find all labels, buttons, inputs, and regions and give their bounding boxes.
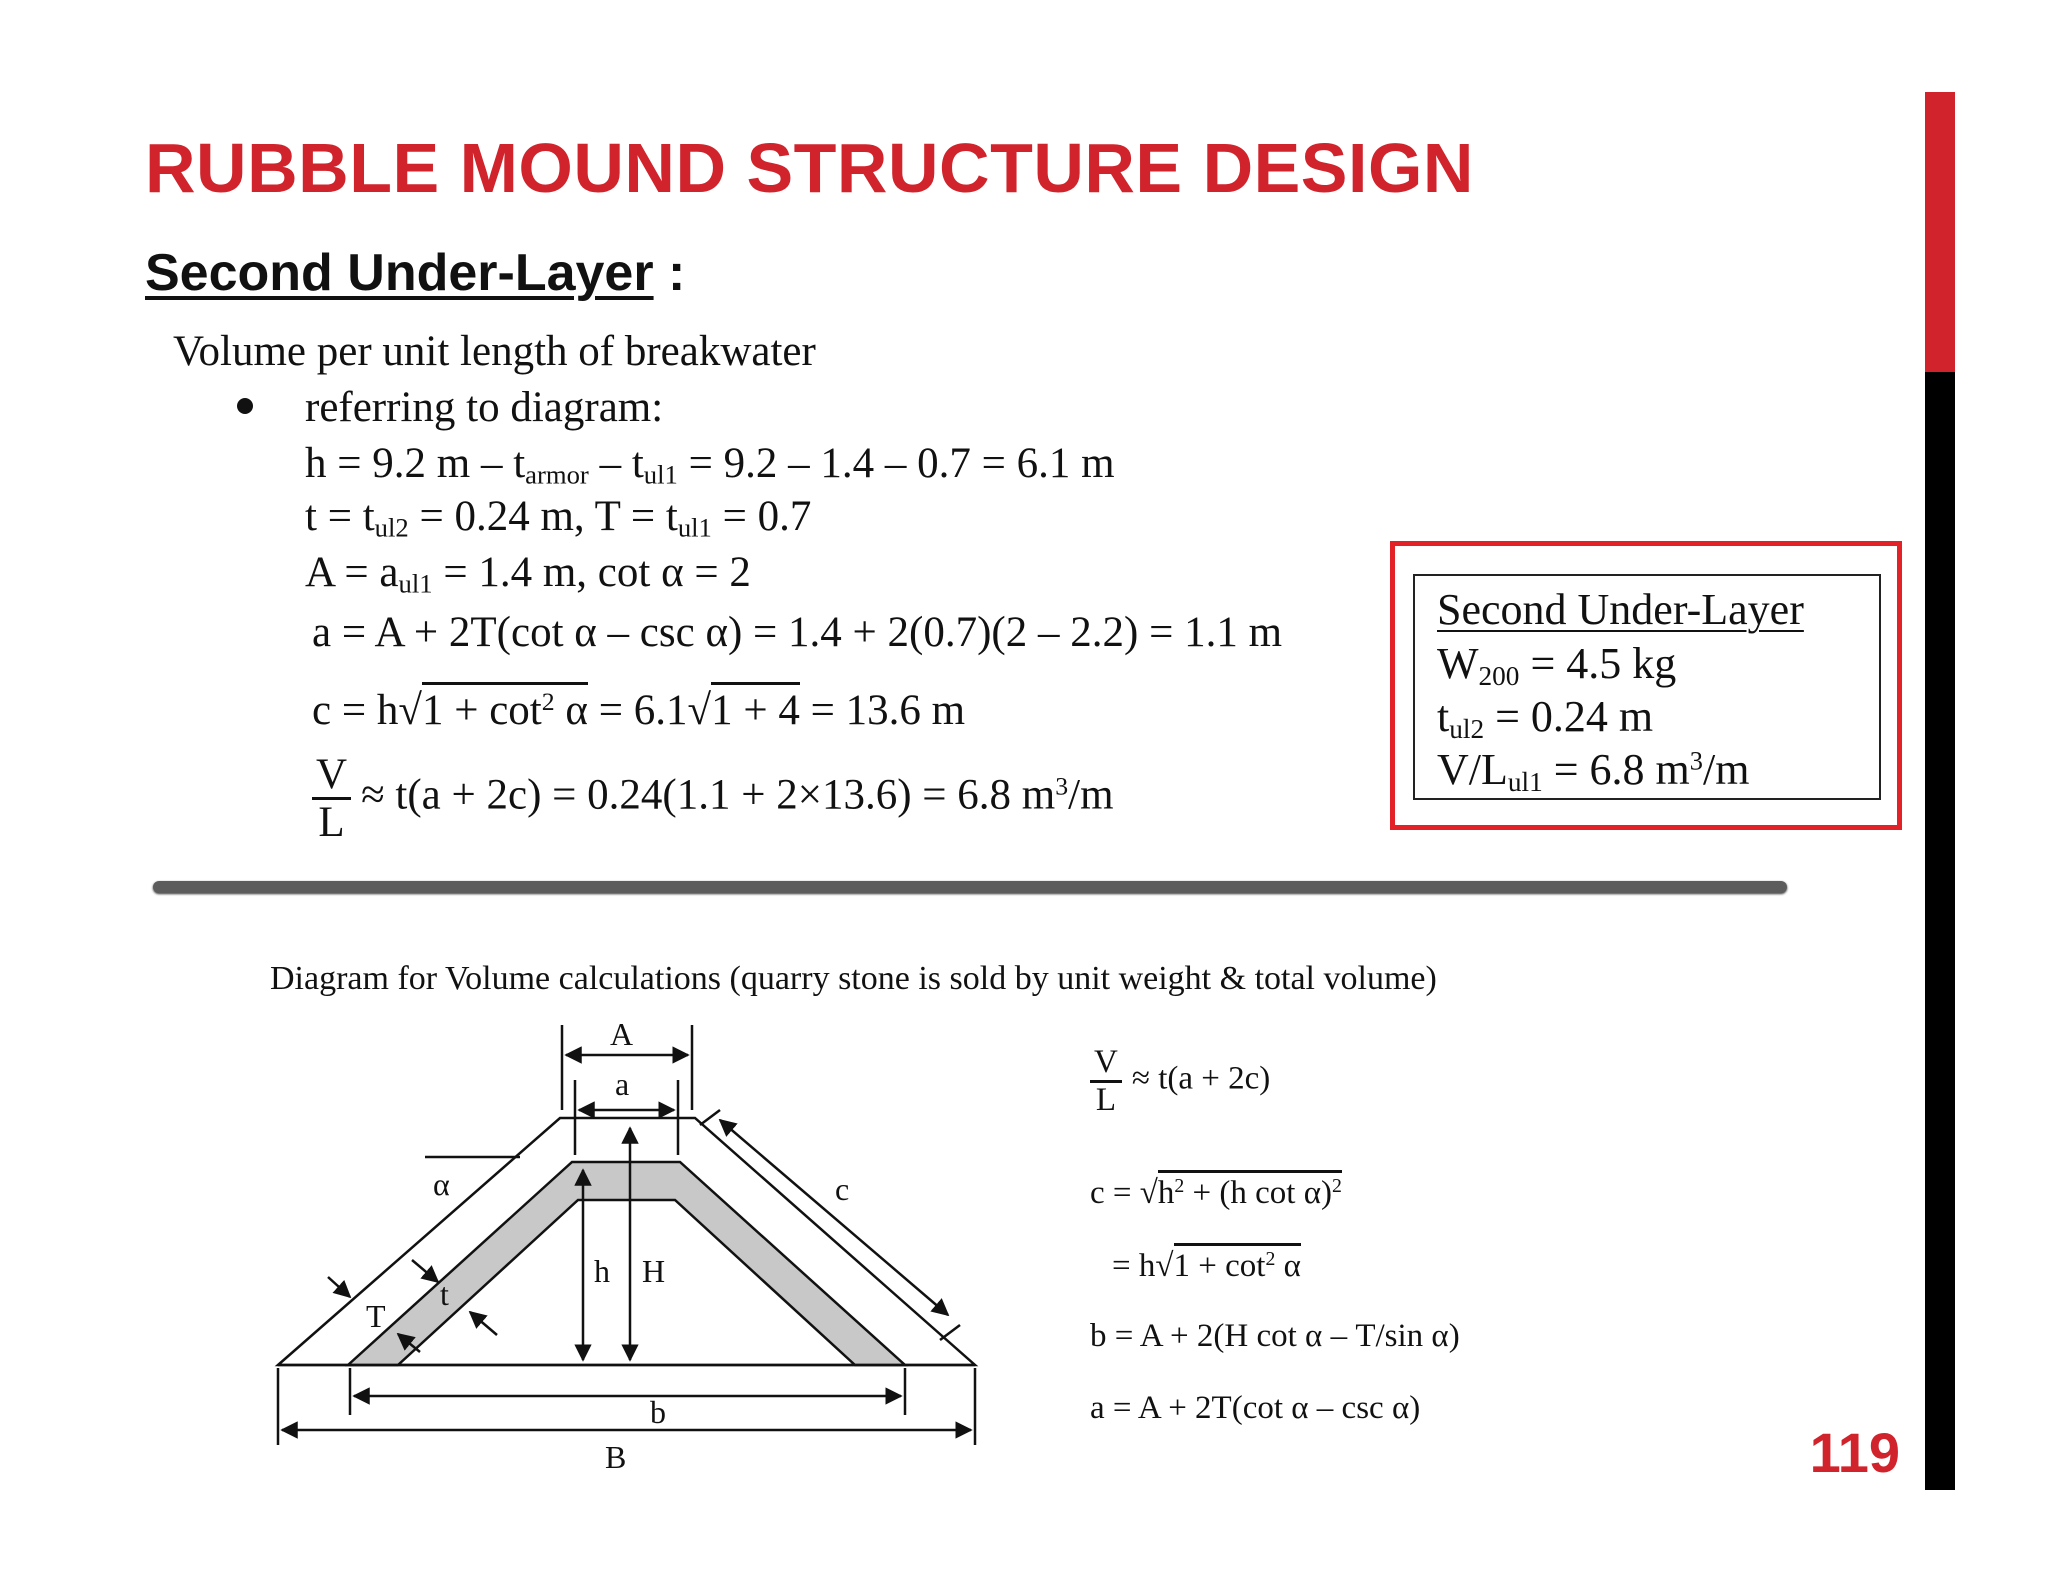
calc-t-line: $t = t_{ul2} = 0.24$ m, $T = t_{ul1} = 0.7$ [305,493,812,543]
summary-volume: $V/L_{ul1} = 6.8$ $m^3/m$ [1437,745,1750,797]
diagram-eq-c1: $c = √h^2 + (h$ cot α)$^2$ [1090,1175,1342,1212]
calc-c-line: $c = h√1 + \cot^2 \alpha = 6.1√1 + 4 = 13.6$ m [312,689,965,732]
calc-bullet-text: referring to diagram: [305,384,664,431]
label-H: H [642,1253,666,1289]
label-h: h [594,1253,610,1289]
page-number: 119 [1809,1421,1900,1484]
label-a: a [615,1066,630,1102]
vl-fraction: $\frac{V}{L}$ [312,752,351,845]
label-t: t [440,1276,449,1312]
label-A: A [610,1016,634,1052]
label-alpha: α [433,1166,450,1202]
summary-title: Second Under-Layer [1437,585,1804,634]
calc-A-line: $A = a_{ul1} = 1.4$ m, cot α = 2 [305,549,751,599]
diagram-vl-fraction: $\frac{V}{L}$ [1090,1045,1122,1117]
calc-intro: Volume per unit length of breakwater [173,328,816,375]
label-b: b [650,1394,666,1430]
diagram-eq-b: b = A + 2(H cot α – T/sin α) [1090,1318,1460,1354]
section-heading-colon: : [653,244,686,302]
summary-weight: $W_{200} = 4.5$ kg [1437,639,1677,691]
diagram-eq-c2: = $h√1 + \cot^2 \alpha$ [1112,1248,1301,1285]
diagram-eq-vl: $\frac{V}{L}$ ≈ t(a + 2c) [1090,1045,1270,1117]
diagram-eq-a: a = A + 2T(cot α – csc α) [1090,1390,1421,1426]
label-c: c [835,1171,850,1207]
under-layer-band [348,1162,905,1365]
calc-a-line: a = A + 2T(cot α – csc α) = 1.4 + 2(0.7)(2 – 2.2) = 1.1 m [312,609,1283,656]
slide-title: RUBBLE MOUND STRUCTURE DESIGN [145,129,1474,207]
label-T: T [366,1298,386,1334]
diagram-caption: Diagram for Volume calculations (quarry stone is sold by unit weight & total volume) [270,960,1437,997]
calc-h-line: h = 9.2 $m - t_{armor} - t_{ul1} = 9.2 - 1.4 - 0.7 = 6.1$ m [305,440,1115,490]
calc-vl-line: $\frac{V}{L}$ ≈ t(a + 2c) = 0.24(1.1 + 2×13.6) = 6.8 $m^3/m$ [312,752,1114,845]
summary-thickness: $t_{ul2} = 0.24$ m [1437,692,1654,744]
label-B: B [605,1439,627,1475]
section-heading-text: Second Under-Layer [145,244,654,302]
